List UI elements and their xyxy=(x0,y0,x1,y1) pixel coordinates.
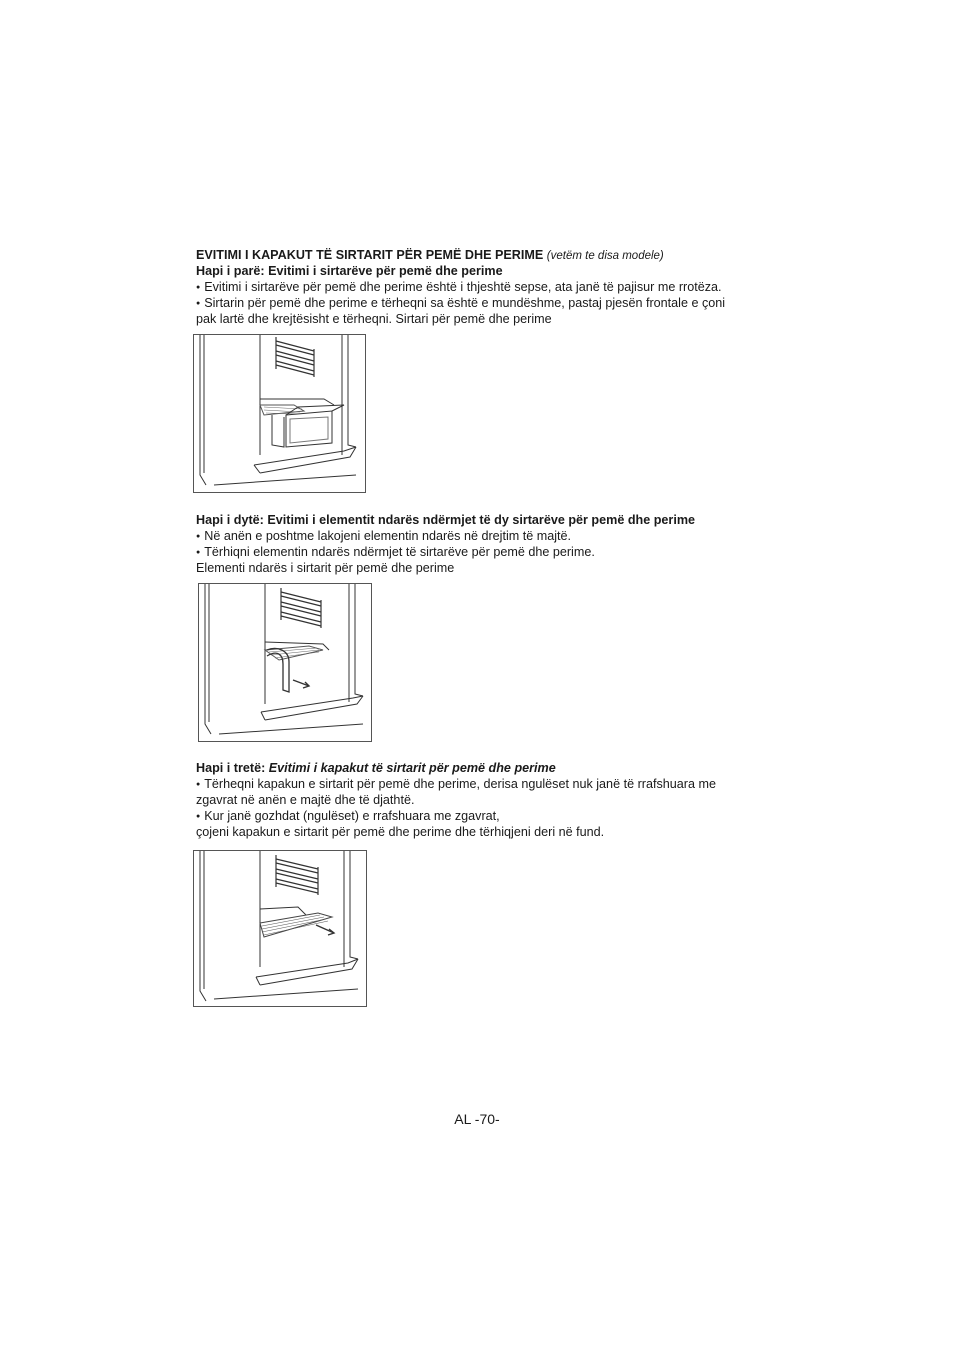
step1-bullet2-line2: pak lartë dhe krejtësisht e tërheqni. Sirtari për pemë dhe perime xyxy=(196,312,552,326)
step3-line4: çojeni kapakun e sirtarit për pemë dhe perime dhe tërhiqjeni deri në fund. xyxy=(196,825,605,839)
step2-line3: Elementi ndarës i sirtarit për pemë dhe perime xyxy=(196,561,455,575)
figure-drawer-removal xyxy=(193,334,366,493)
section-title xyxy=(196,247,664,264)
step3-bullet2: ● Kur janë gozhdat (ngulëset) e rrafshuara me zgavrat, xyxy=(196,808,500,827)
figure-cover-removal xyxy=(193,850,367,1007)
step2-bullet1: ● Në anën e poshtme lakojeni elementin ndarës në drejtim të majtë. xyxy=(196,528,571,547)
step3-heading-prefix: Hapi i tretë: xyxy=(196,761,266,775)
step3-heading-italic: Evitimi i kapakut të sirtarit për pemë dhe perime xyxy=(268,761,556,775)
step3-bullet1-line1: ● Tërheqni kapakun e sirtarit për pemë dhe perime, derisa ngulëset nuk janë të rrafshuara me xyxy=(196,776,716,795)
section-title-note: (vetëm te disa modele) xyxy=(546,250,664,262)
step1-bullet1: ● Evitimi i sirtarëve për pemë dhe perime është i thjeshtë sepse, ata janë të pajisur me rrotëza. xyxy=(196,279,722,298)
section-title-text: EVITIMI I KAPAKUT TË SIRTARIT PËR PEMË DHE PERIME xyxy=(196,248,544,262)
step3-heading xyxy=(196,760,556,776)
step1-bullet2-line1: ● Sirtarin për pemë dhe perime e tërheqni sa është e mundëshme, pastaj pjesën frontale e çoni xyxy=(196,295,725,314)
figure-divider-removal xyxy=(198,583,372,742)
step2-bullet2: ● Tërhiqni elementin ndarës ndërmjet të sirtarëve për pemë dhe perime. xyxy=(196,544,595,563)
step2-heading: Hapi i dytë: Evitimi i elementit ndarës ndërmjet të dy sirtarëve për pemë dhe perime xyxy=(196,513,696,527)
step3-bullet1-line2: zgavrat në anën e majtë dhe të djathtë. xyxy=(196,793,415,807)
page-number: AL -70- xyxy=(454,1111,500,1127)
step1-heading: Hapi i parë: Evitimi i sirtarëve për pemë dhe perime xyxy=(196,264,503,278)
